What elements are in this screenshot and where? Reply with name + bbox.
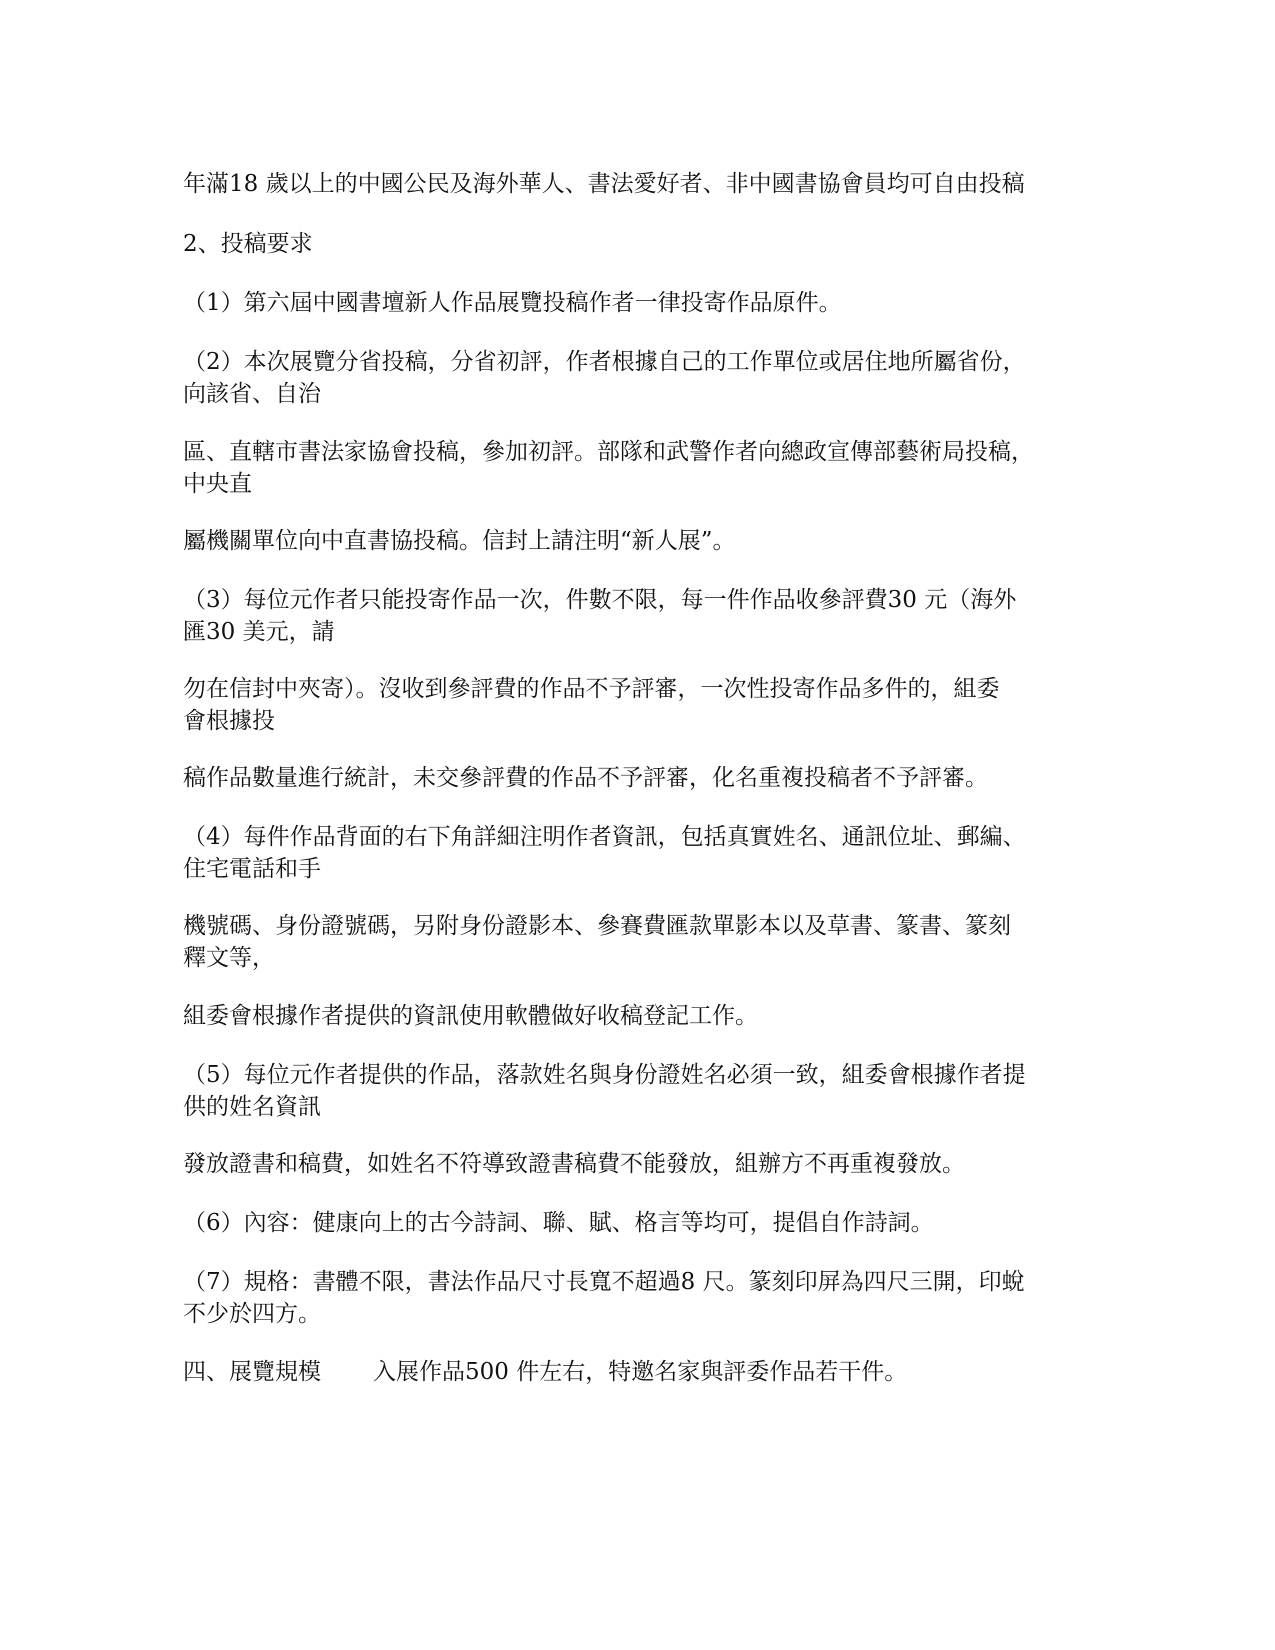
paragraph-item-4-end xyxy=(183,1000,1083,1032)
text-line: 向該省、自治 xyxy=(183,381,321,407)
text-line: 釋文等， xyxy=(183,945,275,971)
text-line: （1）第六屆中國書壇新人作品展覽投稿作者一律投寄作品原件。 xyxy=(183,290,842,316)
text-line: （4）每件作品背面的右下角詳細注明作者資訊，包括真實姓名、通訊位址、郵編、 xyxy=(183,824,1026,850)
text-line: 2、投稿要求 xyxy=(183,231,313,257)
paragraph-item-3 xyxy=(183,584,1083,648)
text-line: 屬機關單位向中直書協投稿。信封上請注明“新人展”。 xyxy=(183,528,736,554)
paragraph-item-7 xyxy=(183,1266,1083,1330)
text-line: 住宅電話和手 xyxy=(183,856,321,882)
text-line: 會根據投 xyxy=(183,708,275,734)
paragraph-item-1 xyxy=(183,287,1083,319)
paragraph-exhibition-scale xyxy=(183,1356,1083,1388)
text-line: 發放證書和稿費，如姓名不符導致證書稿費不能發放，組辦方不再重複發放。 xyxy=(183,1151,965,1177)
text-line: 中央直 xyxy=(183,471,252,497)
paragraph-eligibility xyxy=(183,168,1083,200)
section-heading-submission-requirements xyxy=(183,228,1083,260)
text-line: 勿在信封中夾寄）。沒收到參評費的作品不予評審，一次性投寄作品多件的，組委 xyxy=(183,676,1000,702)
text-line: （2）本次展覽分省投稿，分省初評，作者根據自己的工作單位或居住地所屬省份， xyxy=(183,349,1026,375)
paragraph-item-2-end xyxy=(183,525,1083,557)
text-line: 不少於四方。 xyxy=(183,1301,321,1327)
text-line: （6）內容：健康向上的古今詩詞、聯、賦、格言等均可，提倡自作詩詞。 xyxy=(183,1210,934,1236)
text-line: （5）每位元作者提供的作品，落款姓名與身份證姓名必須一致，組委會根據作者提 xyxy=(183,1062,1026,1088)
paragraph-item-5-end xyxy=(183,1148,1083,1180)
paragraph-item-2 xyxy=(183,346,1083,410)
text-line: 稿作品數量進行統計，未交參評費的作品不予評審，化名重複投稿者不予評審。 xyxy=(183,765,988,791)
paragraph-item-2-cont xyxy=(183,436,1083,500)
paragraph-item-6 xyxy=(183,1207,1083,1239)
text-line: （3）每位元作者只能投寄作品一次，件數不限，每一件作品收參評費30 元（海外 xyxy=(183,587,1017,613)
text-line: 匯30 美元，請 xyxy=(183,619,335,645)
paragraph-item-3-end xyxy=(183,762,1083,794)
paragraph-item-4 xyxy=(183,821,1083,885)
text-line: 組委會根據作者提供的資訊使用軟體做好收稿登記工作。 xyxy=(183,1003,758,1029)
text-line: 機號碼、身份證號碼，另附身份證影本、參賽費匯款單影本以及草書、篆書、篆刻 xyxy=(183,913,1011,939)
section-heading-exhibition-scale: 四、展覽規模 xyxy=(183,1359,321,1385)
paragraph-item-5 xyxy=(183,1059,1083,1123)
exhibition-scale-text: 入展作品500 件左右，特邀名家與評委作品若干件。 xyxy=(373,1359,908,1385)
text-line: （7）規格：書體不限，書法作品尺寸長寬不超過8 尺。篆刻印屏為四尺三開，印蛻 xyxy=(183,1269,1025,1295)
paragraph-item-4-cont xyxy=(183,910,1083,974)
text-line: 區、直轄市書法家協會投稿，參加初評。部隊和武警作者向總政宣傳部藝術局投稿， xyxy=(183,439,1034,465)
text-line: 年滿18 歲以上的中國公民及海外華人、書法愛好者、非中國書協會員均可自由投稿 xyxy=(183,171,1025,197)
paragraph-item-3-cont xyxy=(183,673,1083,737)
text-line: 供的姓名資訊 xyxy=(183,1094,321,1120)
